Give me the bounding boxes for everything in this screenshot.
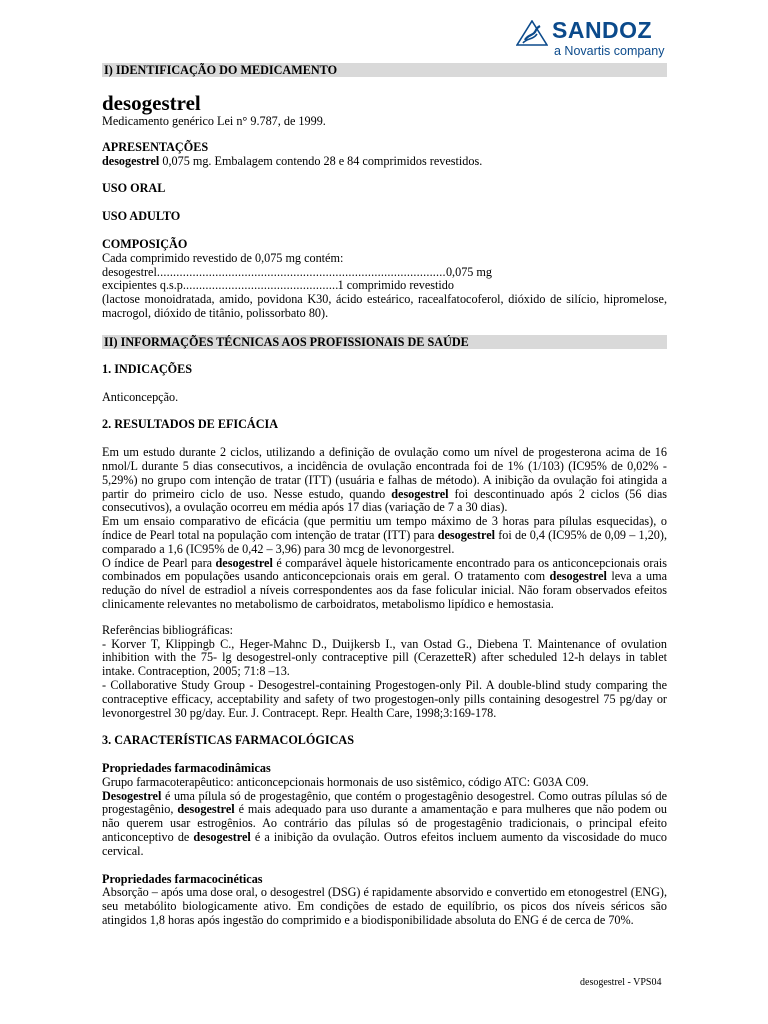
apresentacoes-text: desogestrel 0,075 mg. Embalagem contendo 28 e 84 comprimidos revestidos.	[102, 153, 483, 168]
eficacia-title: 2. RESULTADOS DE EFICÁCIA	[102, 417, 279, 432]
indicacoes-text: Anticoncepção.	[102, 389, 179, 404]
reference-1: - Korver T, Klippingb C., Heger-Mahnc D., Duijkersb I., van Ostad G., Diebena T. Maintenance of ovulation inhibition with the 75- lg desogestrel-only contraceptive pill (CerazetteR) after scheduled 12-h delays in tablet intake. Contraception, 2005; 71:8 –13.	[102, 636, 667, 679]
sandoz-logo	[516, 16, 666, 56]
uso-adulto-label: USO ADULTO	[102, 209, 181, 224]
logo-brand-text: SANDOZ	[552, 17, 653, 43]
farmacologicas-title: 3. CARACTERÍSTICAS FARMACOLÓGICAS	[102, 733, 355, 748]
logo-tagline: a Novartis company	[554, 44, 665, 58]
indicacoes-title: 1. INDICAÇÕES	[102, 361, 193, 376]
section-heading-identificacao: I) IDENTIFICAÇÃO DO MEDICAMENTO	[102, 63, 667, 77]
composicao-title: COMPOSIÇÃO	[102, 236, 188, 251]
eficacia-paragraph-3: O índice de Pearl para desogestrel é comparável àquele historicamente encontrado para os anticoncepcionais orais combinados em populações usando anticoncepcionais orais em geral. O tratamento com desogestrel leva a uma redução do nível de estradiol a níveis correspondentes aos da fase folicular inicial. Não foram observados efeitos clinicamente relevantes no metabolismo de carboidratos, metabolismo lipídico e hemostasia.	[102, 555, 667, 611]
composition-row-desogestrel: desogestrel ..... 0,075 mg	[102, 266, 492, 280]
reference-2: - Collaborative Study Group - Desogestrel-containing Progestogen-only Pil. A double-blind study comparing the contraceptive efficacy, acceptability and safety of two progestogen-only pills containing desogestrel 75 pg/day or levonorgestrel 30 pg/day. Eur. J. Contracept. Repr. Health Care, 1998;3:169-178.	[102, 677, 667, 720]
eficacia-paragraph-1: Em um estudo durante 2 ciclos, utilizando a definição de ovulação como um nível de progesterona acima de 16 nmol/L durante 5 dias consecutivos, a incidência de ovulação encontrada foi de 1% (1/103) (IC95% de 0,02% - 5,29%) no grupo com intenção de tratar (ITT) (usuária e falhas de método). A inibição da ovulação foi atingida a partir do primeiro ciclo de uso. Nesse estudo, quando desogestrel foi descontinuado após 2 ciclos (56 dias consecutivos), a ovulação ocorreu em média após 17 dias (variação de 7 a 30 dias).	[102, 445, 668, 515]
apresentacoes-title: APRESENTAÇÕES	[102, 139, 209, 154]
document-body	[102, 63, 667, 928]
eficacia-paragraph-2: Em um ensaio comparativo de eficácia (que permitiu um tempo máximo de 3 horas para pílulas esquecidas), o índice de Pearl total na população com intenção de tratar (ITT) para desogestrel foi de 0,4 (IC95% de 0,09 – 1,20), comparado a 1,6 (IC95% de 0,42 – 3,96) para 30 mcg de levonorgestrel.	[102, 514, 667, 556]
composicao-intro: Cada comprimido revestido de 0,075 mg contém:	[102, 250, 344, 265]
farmacodinamicas-title: Propriedades farmacodinâmicas	[102, 761, 271, 776]
excipientes-list: (lactose monoidratada, amido, povidona K30, ácido esteárico, racealfatocoferol, dióxido de silício, hipromelose, macrogol, dióxido de titânio, polissorbato 80).	[102, 292, 667, 320]
references-title: Referências bibliográficas:	[102, 622, 233, 637]
drug-title: desogestrel	[102, 91, 201, 115]
uso-oral-label: USO ORAL	[102, 181, 166, 196]
page-footer: desogestrel - VPS04	[580, 977, 662, 988]
farmacodinamicas-group: Grupo farmacoterapêutico: anticoncepcionais hormonais de uso sistêmico, código ATC: G03A C09.	[102, 774, 589, 789]
farmacocineticas-title: Propriedades farmacocinéticas	[102, 871, 263, 886]
section-heading-informacoes-tecnicas: II) INFORMAÇÕES TÉCNICAS AOS PROFISSIONAIS DE SAÚDE	[102, 335, 667, 349]
farmacodinamicas-text: Desogestrel é uma pílula só de progestagênio, que contém o progestagênio desogestrel. Como outras pílulas só de progestagênio, desogestrel é mais adequado para uso durante a amamentação e para mulheres que não podem ou não querem usar estrogênios. Ao contrário das pílulas só de progestagênio tradicionais, o principal efeito anticonceptivo de desogestrel é a inibição da ovulação. Outros efeitos incluem aumento da viscosidade do muco cervical.	[102, 788, 667, 858]
sandoz-logo-icon	[516, 20, 548, 46]
generic-note: Medicamento genérico Lei n° 9.787, de 1999.	[102, 114, 326, 128]
composition-row-excipientes: excipientes q.s.p. ..... 1 comprimido revestido	[102, 279, 454, 293]
farmacocineticas-text: Absorção – após uma dose oral, o desogestrel (DSG) é rapidamente absorvido e convertido em etonogestrel (ENG), seu metabólito biologicamente ativo. Em condições de estado de equilíbrio, os picos dos níveis séricos são atingidos 1,8 horas após ingestão do comprimido e a biodisponibilidade absoluta do ENG é de cerca de 70%.	[102, 885, 667, 928]
